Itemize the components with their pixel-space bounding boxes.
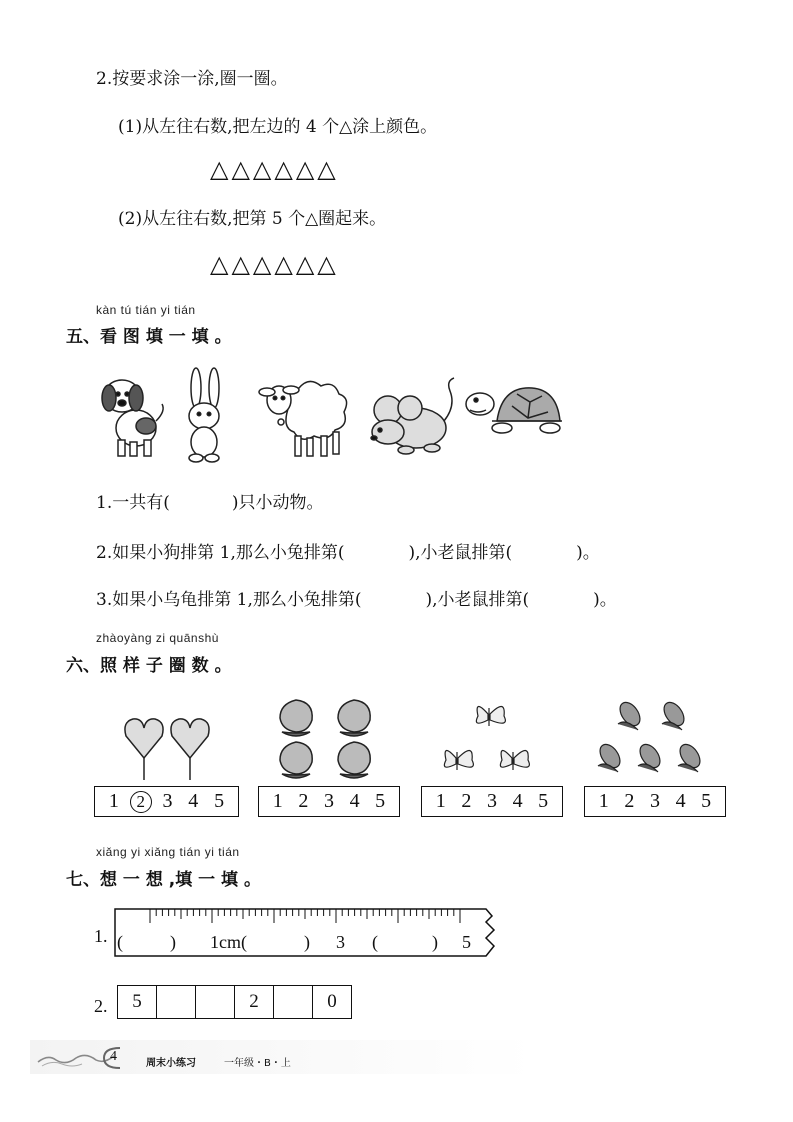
number-option[interactable]: 5 [214, 790, 225, 812]
section7-heading: 七、想 一 想 ,填 一 填 。 [66, 870, 261, 890]
peach-icon [280, 700, 370, 778]
number-box-butterflies [421, 786, 563, 817]
number-option[interactable]: 2 [461, 790, 472, 812]
number-option-circled[interactable]: 2 [130, 791, 152, 813]
footer-series: 周末小练习 [146, 1058, 196, 1069]
section7-q2-label: 2. [94, 996, 108, 1016]
number-option[interactable]: 3 [649, 790, 660, 812]
q2-text-post: )。 [576, 543, 600, 563]
number-box-peaches [258, 786, 400, 817]
section7-q1-label: 1. [94, 926, 108, 946]
mouse-icon [371, 378, 454, 454]
animals-picture [94, 366, 574, 466]
footer-grade: 一年级・B・上 [224, 1058, 291, 1069]
number-option[interactable]: 1 [435, 790, 446, 812]
triangle-row-1[interactable]: △△△△△△ [210, 155, 339, 183]
sequence-cell[interactable]: 0 [327, 991, 337, 1012]
q3-text-post: )。 [593, 590, 617, 610]
number-option[interactable]: 4 [188, 790, 199, 812]
ruler-label-5: 5 [462, 932, 471, 952]
balloons-picture [122, 714, 214, 782]
q3-text-pre: 3.如果小乌龟排第 1,那么小兔排第( [96, 590, 362, 610]
q3-text-mid: ),小老鼠排第( [425, 590, 530, 610]
ruler-paren-open-1: ( [117, 932, 123, 952]
q2-sub2: (2)从左往右数,把第 5 个△圈起来。 [118, 209, 387, 229]
ruler-paren-close-1: ) [170, 932, 176, 952]
q2-text-mid: ),小老鼠排第( [408, 543, 513, 563]
sequence-cell[interactable] [274, 986, 313, 1018]
section7-pinyin: xiǎng yi xiǎng tián yi tián [96, 845, 240, 859]
ruler-paren-close-3: ) [432, 932, 438, 952]
number-option[interactable]: 5 [701, 790, 712, 812]
section5-pinyin: kàn tú tián yi tián [96, 303, 196, 317]
q2-text-pre: 2.如果小狗排第 1,那么小兔排第( [96, 543, 345, 563]
q1-text-post: )只小动物。 [231, 493, 324, 513]
number-sequence [117, 985, 352, 1019]
page-number: 4 [110, 1049, 117, 1064]
number-option[interactable]: 2 [298, 790, 309, 812]
sequence-cell[interactable] [157, 986, 196, 1018]
q2-sub1: (1)从左往右数,把左边的 4 个△涂上颜色。 [118, 117, 438, 137]
ruler-label-3: 3 [336, 932, 345, 952]
number-option[interactable]: 5 [538, 790, 549, 812]
number-option[interactable]: 4 [349, 790, 360, 812]
ruler [114, 908, 498, 958]
section5-q1 [96, 488, 324, 513]
number-option[interactable]: 4 [675, 790, 686, 812]
sequence-cell[interactable]: 2 [235, 986, 274, 1018]
number-option[interactable]: 3 [323, 790, 334, 812]
number-option[interactable]: 3 [162, 790, 173, 812]
number-option[interactable]: 4 [512, 790, 523, 812]
number-option[interactable]: 3 [486, 790, 497, 812]
sequence-cell[interactable] [196, 986, 235, 1018]
number-option[interactable]: 2 [624, 790, 635, 812]
number-option[interactable]: 1 [598, 790, 609, 812]
corn-icon [596, 699, 704, 772]
triangle-row-2[interactable]: △△△△△△ [210, 250, 339, 278]
section6-pinyin: zhàoyàng zi quānshù [96, 631, 219, 645]
number-option[interactable]: 1 [108, 790, 119, 812]
corn-picture [596, 696, 716, 782]
rabbit-icon [189, 368, 219, 462]
section5-q2 [96, 538, 600, 563]
section5-heading: 五、看 图 填 一 填 。 [66, 327, 232, 347]
sheep-icon [259, 381, 347, 456]
peaches-picture [272, 694, 392, 784]
section6-heading: 六、照 样 子 圈 数 。 [66, 656, 232, 676]
ruler-paren-close-2: ) [304, 932, 310, 952]
q1-text-pre: 1.一共有( [96, 493, 170, 513]
butterflies-picture [430, 692, 540, 784]
q2-title: 2.按要求涂一涂,圈一圈。 [96, 69, 288, 89]
number-option[interactable]: 1 [272, 790, 283, 812]
number-box-balloons [94, 786, 239, 817]
turtle-icon [466, 388, 562, 433]
butterfly-icon [444, 706, 529, 770]
ruler-paren-open-3: ( [372, 932, 378, 952]
dog-icon [102, 380, 163, 456]
ruler-label-1cm: 1cm( [210, 932, 247, 952]
number-option[interactable]: 5 [375, 790, 386, 812]
heart-balloon-icon [125, 719, 209, 780]
number-box-corn [584, 786, 726, 817]
section5-q3 [96, 585, 617, 610]
sequence-cell[interactable]: 5 [118, 986, 157, 1018]
